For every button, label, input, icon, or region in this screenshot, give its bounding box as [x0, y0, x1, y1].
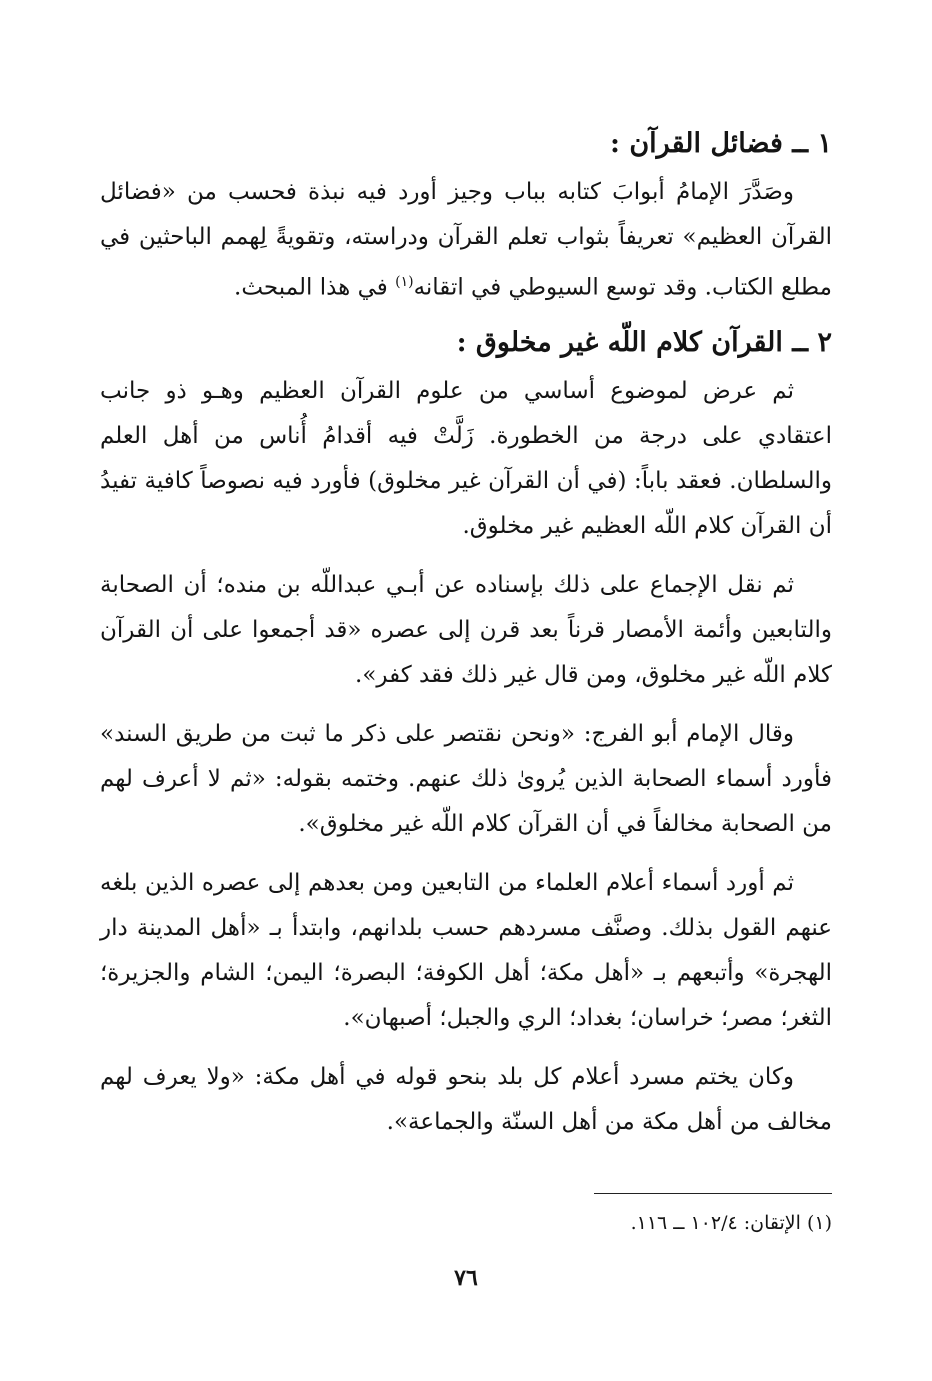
spacer — [100, 549, 832, 563]
spacer — [100, 847, 832, 861]
page-body — [100, 118, 832, 1145]
spacer — [100, 1041, 832, 1055]
section-heading-uncreated: ٢ ــ القرآن كلام اللّه غير مخلوق : — [456, 326, 832, 358]
paragraph-virtues — [100, 170, 832, 311]
paragraph-virtues-text: وصَدَّرَ الإمامُ أبوابَ كتابه بباب وجيز أورد فيه نبذة فحسب من «فضائل القرآن العظيم» تعريفاً بثواب تعلم القرآن ودراسته، وتقويةً لِهمم الباحثين في مطلع الكتاب. وقد توسع السيوطي في اتقانه — [100, 179, 832, 301]
spacer — [100, 698, 832, 712]
paragraph-scholars: ثم أورد أسماء أعلام العلماء من التابعين ومن بعدهم إلى عصره الذين بلغه عنهم القول بذلك. وصنَّف مسردهم حسب بلدانهم، وابتدأ بـ «أهل المدينة دار الهجرة» وأتبعهم بـ «أهل مكة؛ أهل الكوفة؛ البصرة؛ اليمن؛ الشام والجزيرة؛ الثغر؛ مصر؛ خراسان؛ بغداد؛ الري والجبل؛ أصبهان». — [100, 869, 832, 1031]
paragraph-virtues-end: في هذا المبحث. — [234, 274, 396, 301]
footnote: (١) الإتقان: ١٠٢/٤ ــ ١١٦. — [630, 1212, 832, 1234]
paragraph-mecca: وكان يختم مسرد أعلام كل بلد بنحو قوله في أهل مكة: «ولا يعرف لهم مخالف من أهل مكة من أهل السنّة والجماعة». — [100, 1063, 832, 1135]
paragraph-consensus: ثم نقل الإجماع على ذلك بإسناده عن أبـي عبداللّه بن منده؛ أن الصحابة والتابعين وأئمة الأمصار قرناً بعد قرن إلى عصره «قد أجمعوا على أن القرآن كلام اللّه غير مخلوق، ومن قال غير ذلك فقد كفر». — [100, 571, 832, 688]
footnote-divider — [594, 1193, 832, 1194]
paragraph-uncreated: ثم عرض لموضوع أساسي من علوم القرآن العظيم وهـو ذو جانب اعتقادي على درجة من الخطورة. زَلَّتْ فيه أقدامُ أُناس من أهل العلم والسلطان. فعقد باباً: (في أن القرآن غير مخلوق) فأورد فيه نصوصاً كافية تفيدُ أن القرآن كلام اللّه العظيم غير مخلوق. — [100, 377, 832, 539]
paragraph-abu-al-faraj: وقال الإمام أبو الفرج: «ونحن نقتصر على ذكر ما ثبت من طريق السند» فأورد أسماء الصحابة الذين يُروىٰ ذلك عنهم. وختمه بقوله: «ثم لا أعرف لهم من الصحابة مخالفاً في أن القرآن كلام اللّه غير مخلوق». — [100, 720, 832, 837]
footnote-marker[interactable]: (١) — [395, 274, 414, 290]
page-number: ٧٦ — [454, 1265, 478, 1291]
section-heading-virtues: ١ ــ فضائل القرآن : — [609, 128, 832, 159]
